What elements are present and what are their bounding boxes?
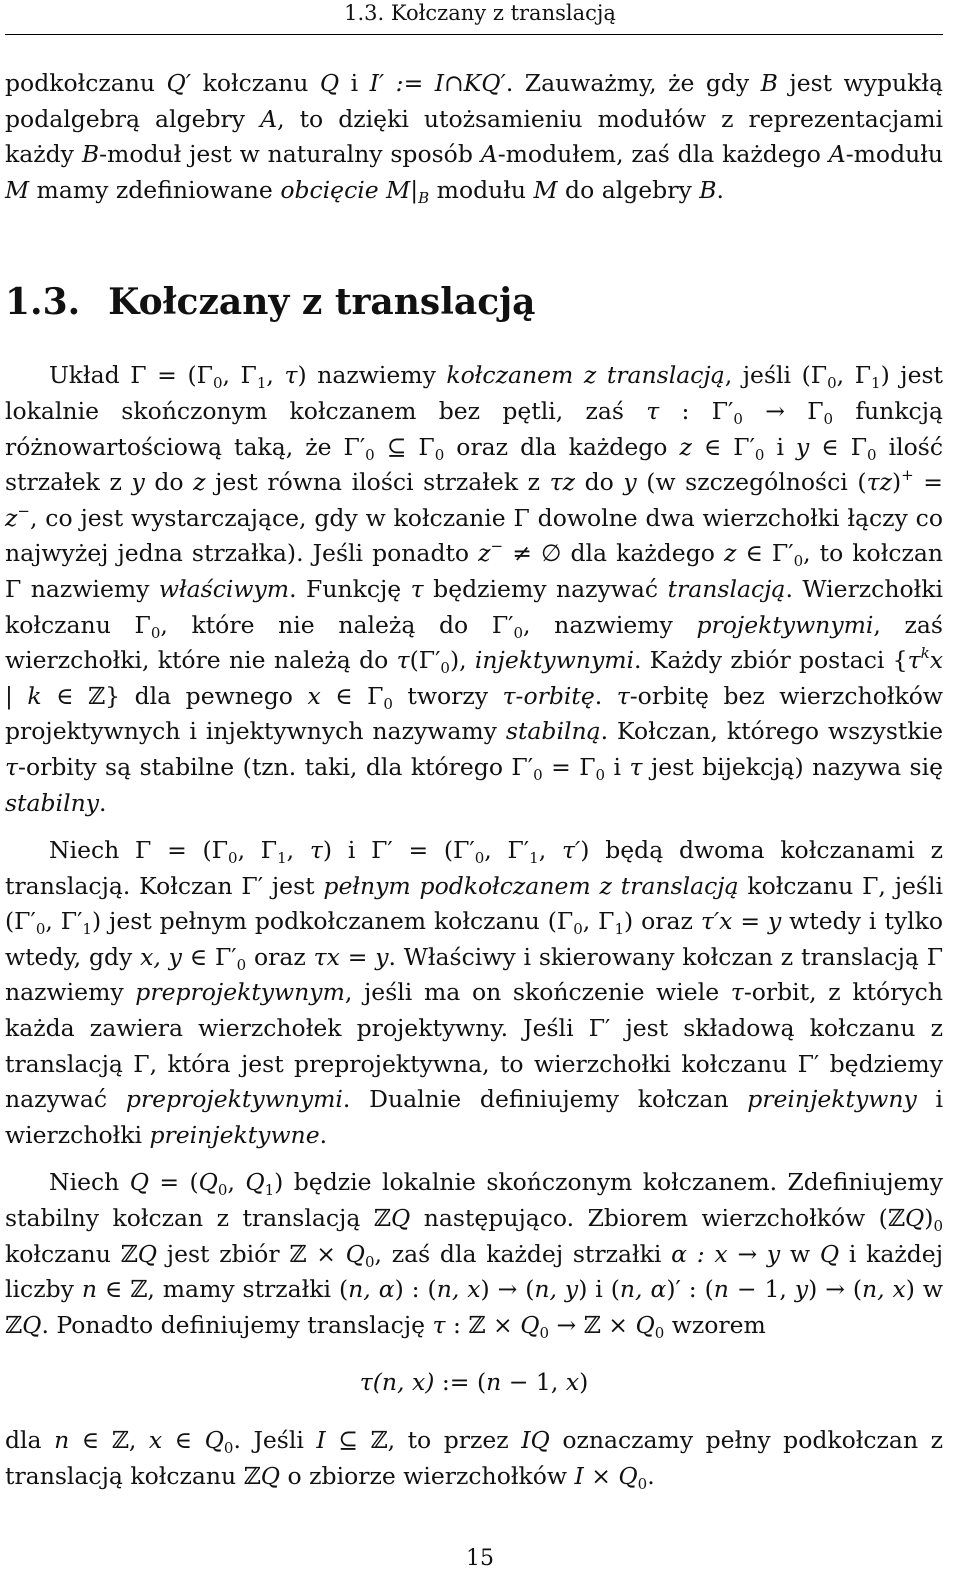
intro-paragraph: podkołczanu Q′ kołczanu Q i I′ := I∩KQ′. Zauważmy, że gdy B jest wypukłą podalgebrą algebry A, to dzięki utożsamieniu modułów z reprezentacjami każdy B-moduł jest w naturalny sposób A-modułem, zaś dla każdego A-modułu M mamy zdefiniowane obcięcie $M|_B$ modułu M do algebry B. [5, 69, 944, 207]
running-header: 1.3. Kołczany z translacją [344, 1, 616, 25]
paragraph-zq-construction: Niech $Q = (Q_0$, $Q_1$) będzie lokalnie skończonym kołczanem. Zdefiniujemy stabilny kołczan z translacją ℤQ następująco. Zbiorem wierzchołków $(ℤQ)_0$ kołczanu ℤQ jest zbiór ℤ × $Q_0$, zaś dla każdej strzałki α : x → y w Q i każdej liczby n ∈ ℤ, mamy strzałki (n, α) : (n, x) → (n, y) i (n, α)′ : (n − 1, y) → (n, x) w ℤQ. Ponadto definiujemy translację τ : ℤ × $Q_0$ → ℤ × $Q_0$ wzorem [5, 1168, 944, 1342]
section-title: Kołczany z translacją [108, 281, 536, 324]
display-formula: τ(n, x) := (n − 1, x) [359, 1368, 589, 1397]
section-heading [5, 280, 943, 324]
header-rule [5, 34, 943, 35]
section-number: 1.3. [5, 281, 81, 324]
paragraph-full-subquiver: Niech $\Gamma = (\Gamma_0$, $\Gamma_1$, τ) i $\Gamma' = (\Gamma'_0$, $\Gamma'_1$, τ′) będą dwoma kołczanami z translacją. Kołczan Γ′ jest pełnym podkołczanem z translacją kołczanu Γ, jeśli ($\Gamma'_0$, $\Gamma'_1$) jest pełnym podkołczanem kołczanu ($\Gamma_0$, $\Gamma_1$) oraz τ′x = y wtedy i tylko wtedy, gdy x, y ∈ $\Gamma'_0$ oraz τx = y. Właściwy i skierowany kołczan z translacją Γ nazwiemy preprojektywnym, jeśli ma on skończenie wiele τ-orbit, z których każda zawiera wierzchołek projektywny. Jeśli Γ′ jest składową kołczanu z translacją Γ, która jest preprojektywna, to wierzchołki kołczanu Γ′ będziemy nazywać preprojektywnymi. Dualnie definiujemy kołczan preinjektywny i wierzchołki preinjektywne. [5, 836, 943, 1149]
paragraph-iq-definition: dla n ∈ ℤ, x ∈ $Q_0$. Jeśli I ⊆ ℤ, to przez IQ oznaczamy pełny podkołczan z translacją kołczanu ℤQ o zbiorze wierzchołków $I \times Q_0$. [5, 1426, 943, 1493]
body-text [5, 66, 943, 1494]
paragraph-definition-translation-quiver: Układ $\Gamma = (\Gamma_0$, $\Gamma_1$, τ) nazwiemy kołczanem z translacją, jeśli ($\Gamma_0$, $\Gamma_1$) jest lokalnie skończonym kołczanem bez pętli, zaś τ : $\Gamma'_0 \to \Gamma_0$ funkcją różnowartościową taką, że $\Gamma'_0$ ⊆ $\Gamma_0$ oraz dla każdego z ∈ $\Gamma'_0$ i y ∈ $\Gamma_0$ ilość strzałek z y do z jest równa ilości strzałek z τz do y (w szczególności (τz)+ = z−, co jest wystarczające, gdy w kołczanie Γ dowolne dwa wierzchołki łączy co najwyżej jedna strzałka). Jeśli ponadto z− ≠ ∅ dla każdego z ∈ $\Gamma'_0$, to kołczan Γ nazwiemy właściwym. Funkcję τ będziemy nazywać translacją. Wierzchołki kołczanu $\Gamma_0$, które nie należą do $\Gamma'_0$, nazwiemy projektywnymi, zaś wierzchołki, które nie należą do $\tau(\Gamma'_0)$, injektywnymi. Każdy zbiór postaci {$\tau^kx$ | k ∈ ℤ} dla pewnego x ∈ $\Gamma_0$ tworzy τ-orbitę. τ-orbitę bez wierzchołków projektywnych i injektywnych nazywamy stabilną. Kołczan, którego wszystkie τ-orbity są stabilne (tzn. taki, dla którego $\Gamma'_0 = \Gamma_0$ i τ jest bijekcją) nazywa się stabilny. [5, 361, 944, 817]
page-number: 15 [466, 1546, 494, 1571]
